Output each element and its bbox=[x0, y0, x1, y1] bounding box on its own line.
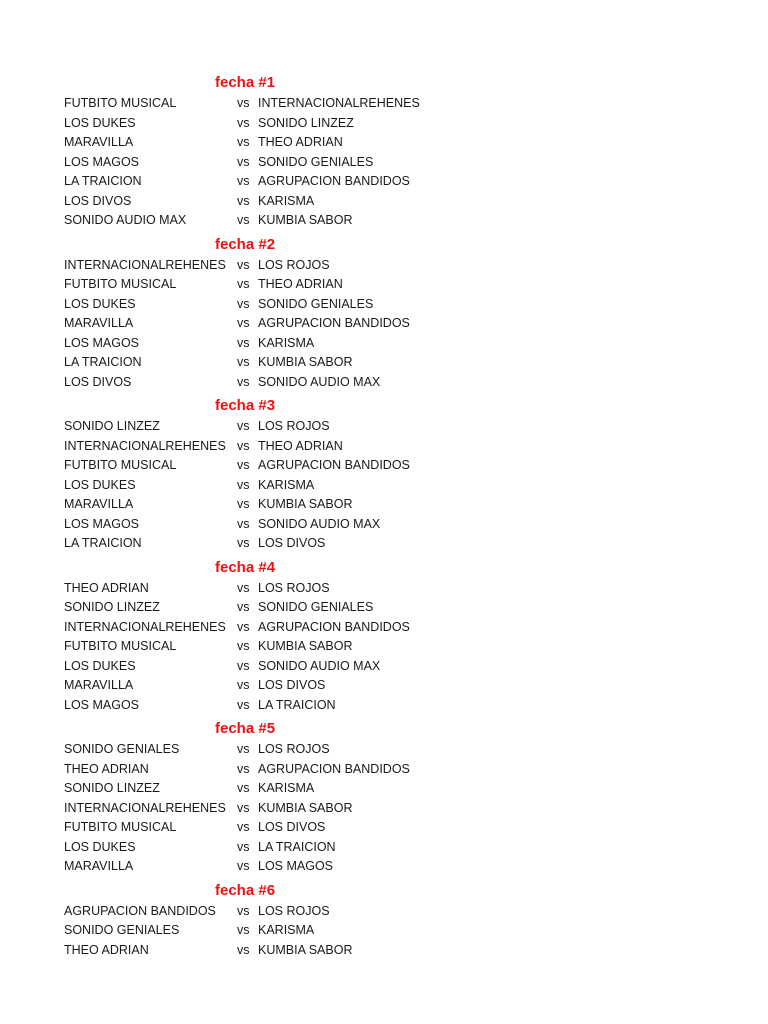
vs-label: vs bbox=[237, 277, 250, 291]
away-team: KARISMA bbox=[258, 335, 315, 350]
away-team: LOS DIVOS bbox=[258, 820, 326, 834]
home-team: LOS MAGOS bbox=[64, 335, 140, 350]
away-team: AGRUPACION BANDIDOS bbox=[258, 619, 410, 634]
match-row bbox=[0, 275, 768, 295]
away-team: KARISMA bbox=[258, 477, 315, 492]
match-row bbox=[0, 314, 768, 334]
match-row bbox=[0, 902, 768, 922]
home-team: THEO ADRIAN bbox=[64, 580, 149, 595]
away-team: SONIDO AUDIO MAX bbox=[258, 516, 381, 531]
home-team: FUTBITO MUSICAL bbox=[64, 820, 177, 834]
away-team: LOS ROJOS bbox=[258, 742, 330, 756]
vs-label: vs bbox=[237, 419, 250, 433]
vs-label: vs bbox=[237, 296, 250, 311]
vs-label: vs bbox=[237, 678, 250, 692]
home-team: AGRUPACION BANDIDOS bbox=[64, 903, 216, 918]
away-team: THEO ADRIAN bbox=[258, 277, 343, 291]
away-team: SONIDO GENIALES bbox=[258, 600, 374, 614]
match-row bbox=[0, 515, 768, 535]
away-team: KUMBIA SABOR bbox=[258, 497, 353, 511]
vs-label: vs bbox=[237, 213, 250, 227]
fixture-document bbox=[0, 71, 768, 960]
home-team: THEO ADRIAN bbox=[64, 761, 149, 776]
home-team: LOS MAGOS bbox=[64, 154, 140, 169]
match-row bbox=[0, 476, 768, 496]
away-team: LA TRAICION bbox=[258, 697, 336, 712]
round-title: fecha #5 bbox=[215, 720, 276, 737]
vs-label: vs bbox=[237, 923, 250, 937]
home-team: LOS MAGOS bbox=[64, 516, 140, 531]
round-title: fecha #3 bbox=[215, 397, 276, 414]
vs-label: vs bbox=[237, 477, 250, 492]
home-team: SONIDO GENIALES bbox=[64, 923, 180, 937]
round-title: fecha #2 bbox=[215, 235, 276, 253]
match-row bbox=[0, 598, 768, 618]
match-row bbox=[0, 740, 768, 760]
away-team: KARISMA bbox=[258, 193, 315, 208]
away-team: LOS ROJOS bbox=[258, 419, 330, 433]
home-team: INTERNACIONALREHENES bbox=[64, 619, 226, 634]
vs-label: vs bbox=[237, 658, 250, 673]
home-team: INTERNACIONALREHENES bbox=[64, 800, 226, 815]
vs-label: vs bbox=[237, 859, 250, 873]
round-section bbox=[0, 233, 768, 393]
away-team: AGRUPACION BANDIDOS bbox=[258, 761, 410, 776]
home-team: LOS DUKES bbox=[64, 477, 136, 492]
vs-label: vs bbox=[237, 839, 250, 854]
match-row bbox=[0, 495, 768, 515]
home-team: LOS DIVOS bbox=[64, 374, 132, 389]
home-team: MARAVILLA bbox=[64, 678, 134, 692]
vs-label: vs bbox=[237, 374, 250, 389]
round-section bbox=[0, 71, 768, 231]
away-team: LOS DIVOS bbox=[258, 536, 326, 550]
home-team: MARAVILLA bbox=[64, 316, 134, 330]
match-row bbox=[0, 618, 768, 638]
match-row bbox=[0, 211, 768, 231]
vs-label: vs bbox=[237, 580, 250, 595]
home-team: SONIDO AUDIO MAX bbox=[64, 213, 187, 227]
match-row bbox=[0, 437, 768, 457]
home-team: LOS DUKES bbox=[64, 296, 136, 311]
away-team: SONIDO LINZEZ bbox=[258, 115, 354, 130]
vs-label: vs bbox=[237, 742, 250, 756]
vs-label: vs bbox=[237, 781, 250, 795]
home-team: LOS DUKES bbox=[64, 115, 136, 130]
away-team: LOS DIVOS bbox=[258, 678, 326, 692]
away-team: SONIDO AUDIO MAX bbox=[258, 658, 381, 673]
away-team: KUMBIA SABOR bbox=[258, 639, 353, 653]
vs-label: vs bbox=[237, 154, 250, 169]
match-row bbox=[0, 373, 768, 393]
home-team: LOS MAGOS bbox=[64, 697, 140, 712]
home-team: SONIDO LINZEZ bbox=[64, 600, 160, 614]
away-team: AGRUPACION BANDIDOS bbox=[258, 316, 410, 330]
away-team: KUMBIA SABOR bbox=[258, 942, 353, 957]
match-row bbox=[0, 676, 768, 696]
vs-label: vs bbox=[237, 438, 250, 453]
match-row bbox=[0, 153, 768, 173]
vs-label: vs bbox=[237, 536, 250, 550]
away-team: LOS ROJOS bbox=[258, 903, 330, 918]
match-row bbox=[0, 637, 768, 657]
match-row bbox=[0, 172, 768, 192]
vs-label: vs bbox=[237, 800, 250, 815]
away-team: KARISMA bbox=[258, 923, 315, 937]
away-team: SONIDO AUDIO MAX bbox=[258, 374, 381, 389]
round-title: fecha #6 bbox=[215, 881, 276, 899]
vs-label: vs bbox=[237, 619, 250, 634]
vs-label: vs bbox=[237, 820, 250, 834]
away-team: KUMBIA SABOR bbox=[258, 213, 353, 227]
home-team: MARAVILLA bbox=[64, 135, 134, 149]
home-team: LA TRAICION bbox=[64, 355, 142, 369]
match-row bbox=[0, 799, 768, 819]
match-row bbox=[0, 696, 768, 716]
vs-label: vs bbox=[237, 903, 250, 918]
match-row bbox=[0, 534, 768, 554]
match-row bbox=[0, 256, 768, 276]
round-title: fecha #1 bbox=[215, 74, 276, 91]
match-row bbox=[0, 456, 768, 476]
away-team: KUMBIA SABOR bbox=[258, 800, 353, 815]
away-team: LOS ROJOS bbox=[258, 257, 330, 272]
match-row bbox=[0, 295, 768, 315]
home-team: SONIDO LINZEZ bbox=[64, 419, 160, 433]
match-row bbox=[0, 579, 768, 599]
away-team: LOS MAGOS bbox=[258, 859, 334, 873]
home-team: LA TRAICION bbox=[64, 536, 142, 550]
home-team: MARAVILLA bbox=[64, 859, 134, 873]
home-team: FUTBITO MUSICAL bbox=[64, 96, 177, 110]
round-section bbox=[0, 879, 768, 961]
away-team: KARISMA bbox=[258, 781, 315, 795]
away-team: KUMBIA SABOR bbox=[258, 355, 353, 369]
home-team: LOS DUKES bbox=[64, 658, 136, 673]
vs-label: vs bbox=[237, 115, 250, 130]
away-team: AGRUPACION BANDIDOS bbox=[258, 458, 410, 472]
match-row bbox=[0, 94, 768, 114]
away-team: SONIDO GENIALES bbox=[258, 296, 374, 311]
home-team: INTERNACIONALREHENES bbox=[64, 438, 226, 453]
vs-label: vs bbox=[237, 193, 250, 208]
home-team: INTERNACIONALREHENES bbox=[64, 257, 226, 272]
home-team: SONIDO LINZEZ bbox=[64, 781, 160, 795]
round-section bbox=[0, 556, 768, 716]
match-row bbox=[0, 760, 768, 780]
home-team: LOS DUKES bbox=[64, 839, 136, 854]
vs-label: vs bbox=[237, 697, 250, 712]
round-section bbox=[0, 394, 768, 554]
match-row bbox=[0, 657, 768, 677]
vs-label: vs bbox=[237, 942, 250, 957]
away-team: LA TRAICION bbox=[258, 839, 336, 854]
match-row bbox=[0, 334, 768, 354]
home-team: FUTBITO MUSICAL bbox=[64, 458, 177, 472]
vs-label: vs bbox=[237, 96, 250, 110]
vs-label: vs bbox=[237, 516, 250, 531]
away-team: LOS ROJOS bbox=[258, 580, 330, 595]
vs-label: vs bbox=[237, 174, 250, 188]
vs-label: vs bbox=[237, 497, 250, 511]
vs-label: vs bbox=[237, 761, 250, 776]
match-row bbox=[0, 192, 768, 212]
home-team: SONIDO GENIALES bbox=[64, 742, 180, 756]
vs-label: vs bbox=[237, 135, 250, 149]
vs-label: vs bbox=[237, 335, 250, 350]
away-team: THEO ADRIAN bbox=[258, 135, 343, 149]
match-row bbox=[0, 818, 768, 838]
match-row bbox=[0, 114, 768, 134]
vs-label: vs bbox=[237, 316, 250, 330]
match-row bbox=[0, 921, 768, 941]
match-row bbox=[0, 417, 768, 437]
vs-label: vs bbox=[237, 600, 250, 614]
match-row bbox=[0, 838, 768, 858]
match-row bbox=[0, 353, 768, 373]
vs-label: vs bbox=[237, 458, 250, 472]
home-team: MARAVILLA bbox=[64, 497, 134, 511]
match-row bbox=[0, 133, 768, 153]
home-team: THEO ADRIAN bbox=[64, 942, 149, 957]
round-section bbox=[0, 717, 768, 877]
home-team: FUTBITO MUSICAL bbox=[64, 639, 177, 653]
away-team: INTERNACIONALREHENES bbox=[258, 96, 420, 110]
home-team: LA TRAICION bbox=[64, 174, 142, 188]
away-team: SONIDO GENIALES bbox=[258, 154, 374, 169]
vs-label: vs bbox=[237, 355, 250, 369]
home-team: FUTBITO MUSICAL bbox=[64, 277, 177, 291]
vs-label: vs bbox=[237, 257, 250, 272]
away-team: THEO ADRIAN bbox=[258, 438, 343, 453]
away-team: AGRUPACION BANDIDOS bbox=[258, 174, 410, 188]
match-row bbox=[0, 941, 768, 961]
match-row bbox=[0, 779, 768, 799]
vs-label: vs bbox=[237, 639, 250, 653]
home-team: LOS DIVOS bbox=[64, 193, 132, 208]
match-row bbox=[0, 857, 768, 877]
round-title: fecha #4 bbox=[215, 558, 276, 576]
